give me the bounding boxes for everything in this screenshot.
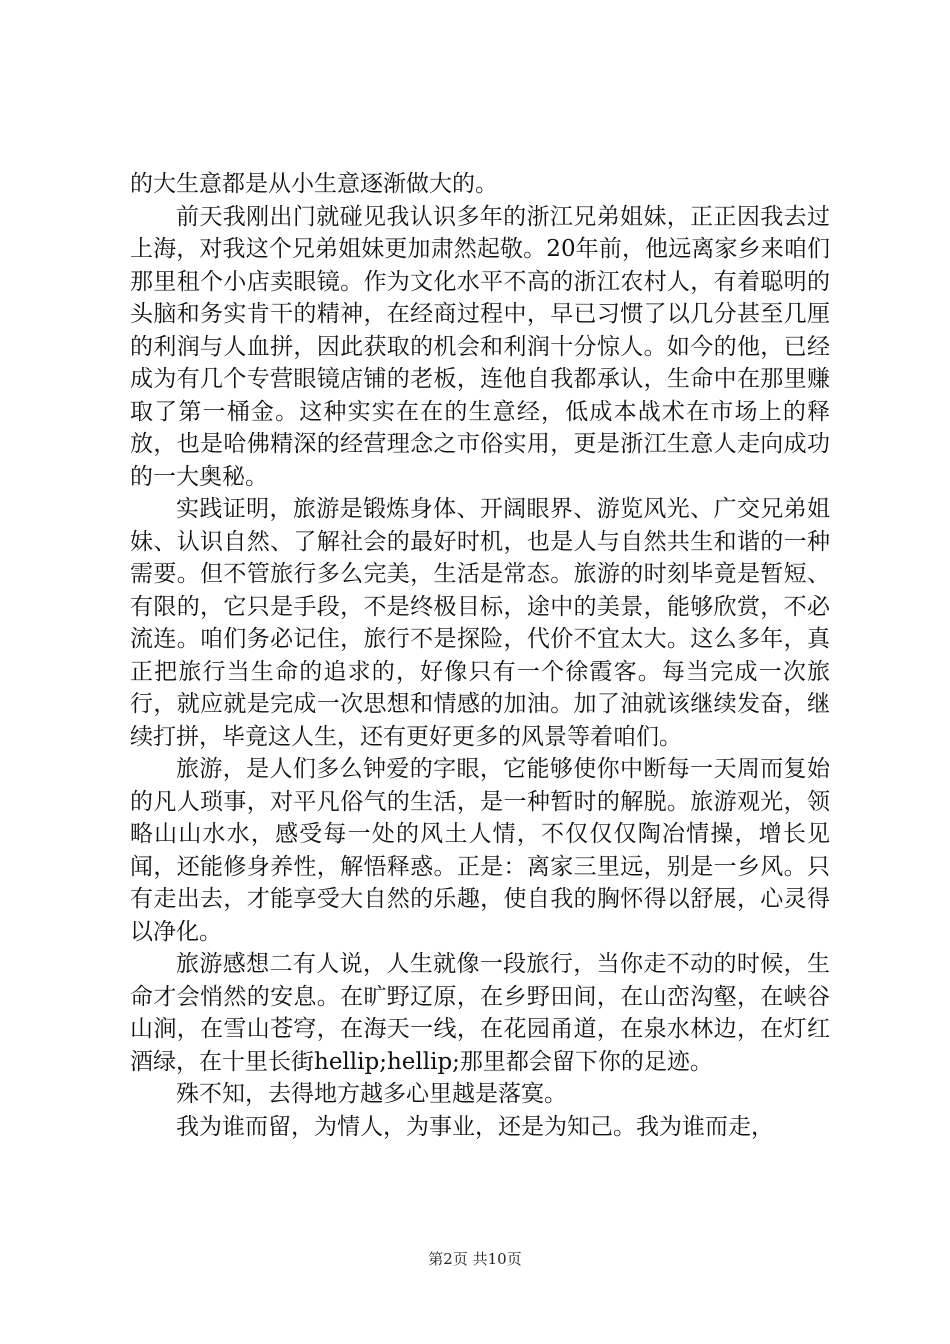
- paragraph: 实践证明，旅游是锻炼身体、开阔眼界、游览风光、广交兄弟姐妹、认识自然、了解社会的最好时机，也是人与自然共生和谐的一种需要。但不管旅行多么完美，生活是常态。旅游的时刻毕竟是暂短、有限的，它只是手段，不是终极目标，途中的美景，能够欣赏，不必流连。咱们务必记住，旅行不是探险，代价不宜太大。这么多年，真正把旅行当生命的追求的，好像只有一个徐霞客。每当完成一次旅行，就应就是完成一次思想和情感的加油。加了油就该继续发奋，继续打拼，毕竟这人生，还有更好更多的风景等着咱们。: [130, 496, 830, 750]
- page-number: 第2页 共10页: [428, 1250, 522, 1268]
- paragraph: 前天我刚出门就碰见我认识多年的浙江兄弟姐妹，正正因我去过上海，对我这个兄弟姐妹更加肃然起敬。20年前，他远离家乡来咱们那里租个小店卖眼镜。作为文化水平不高的浙江农村人，有着聪明的头脑和务实肯干的精神，在经商过程中，早已习惯了以几分甚至几厘的利润与人血拼，因此获取的机会和利润十分惊人。如今的他，已经成为有几个专营眼镜店铺的老板，连他自我都承认，生命中在那里赚取了第一桶金。这种实实在在的生意经，低成本战术在市场上的释放，也是哈佛精深的经营理念之市俗实用，更是浙江生意人走向成功的一大奥秘。: [130, 203, 830, 490]
- paragraph: 旅游感想二有人说，人生就像一段旅行，当你走不动的时候，生命才会悄然的安息。在旷野辽原，在乡野田间，在山峦沟壑，在峡谷山涧，在雪山苍穹，在海天一线，在花园甬道，在泉水林边，在灯红酒绿，在十里长街hellip;hellip;那里都会留下你的足迹。: [130, 951, 830, 1075]
- paragraph: 旅游，是人们多么钟爱的字眼，它能够使你中断每一天周而复始的凡人琐事，对平凡俗气的生活，是一种暂时的解脱。旅游观光，领略山山水水，感受每一处的风土人情，不仅仅仅陶冶情操，增长见闻，还能修身养性，解悟释惑。正是：离家三里远，别是一乡风。只有走出去，才能享受大自然的乐趣，使自我的胸怀得以舒展，心灵得以净化。: [130, 756, 830, 945]
- paragraph: 殊不知，去得地方越多心里越是落寞。: [176, 1081, 567, 1107]
- document-body: [130, 168, 830, 1143]
- paragraph-continuation: 的大生意都是从小生意逐渐做大的。: [130, 171, 498, 197]
- page-footer: [0, 1248, 950, 1269]
- paragraph: 我为谁而留，为情人，为事业，还是为知己。我为谁而走，: [176, 1113, 774, 1140]
